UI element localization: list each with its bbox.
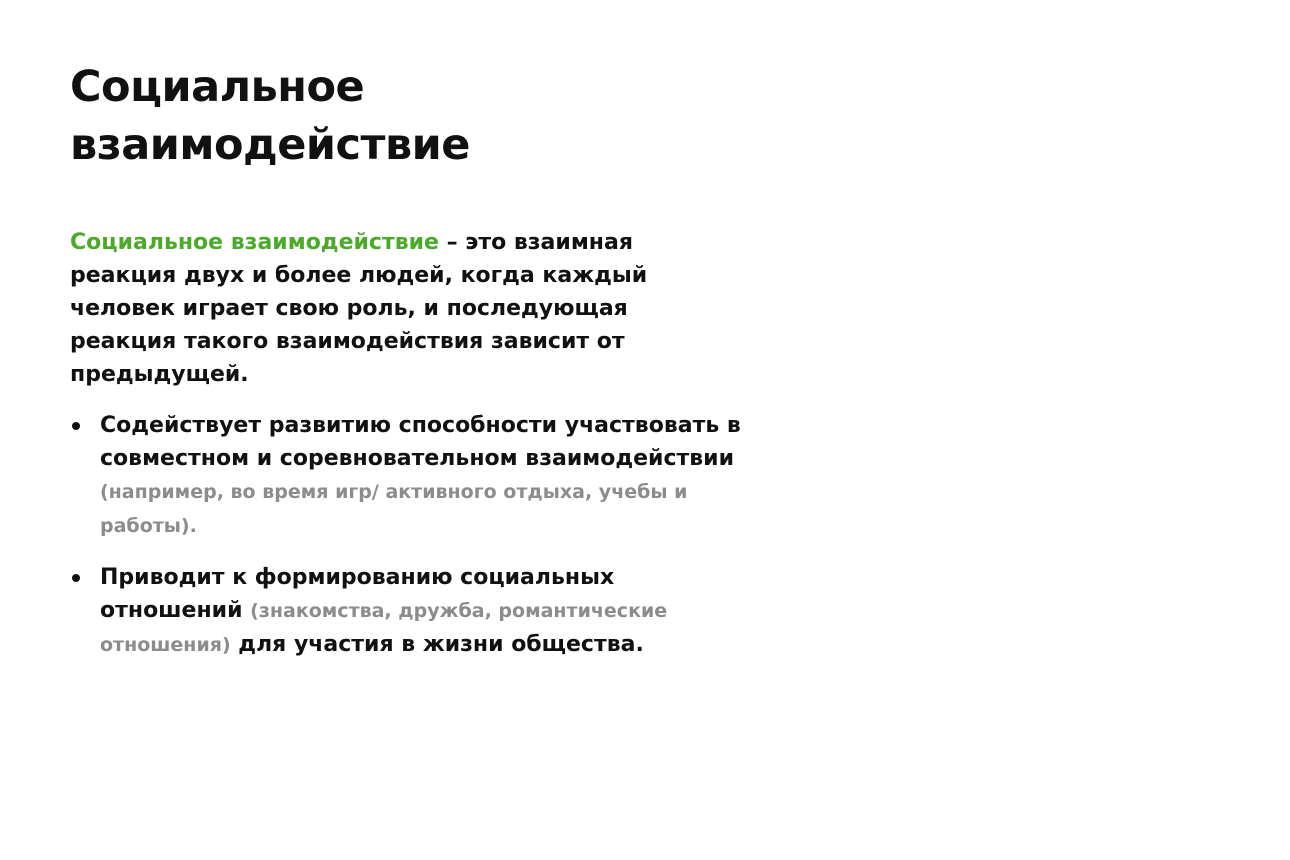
bullet-item-1 <box>70 409 750 543</box>
page-title <box>70 58 750 174</box>
bullet-2-tail: для участия в жизни общества. <box>230 632 644 657</box>
title-line-2: взаимодействие <box>70 120 470 170</box>
definition-paragraph <box>70 226 730 391</box>
slide-content <box>70 58 750 680</box>
bullet-1-note: (например, во время игр/ активного отдыха, учебы и работы). <box>100 481 688 537</box>
title-line-1: Социальное <box>70 62 365 112</box>
definition-term: Социальное взаимодействие <box>70 230 439 255</box>
bullet-dot-icon <box>72 574 80 582</box>
bullet-item-2 <box>70 561 750 662</box>
definition-text: – это взаимная реакция двух и более людей, когда каждый человек играет свою роль, и последующая реакция такого взаимодействия зависит от предыдущей. <box>70 230 648 387</box>
bullet-2-note: (знакомства, дружба, романтические отношения) <box>100 600 668 656</box>
bullet-1-main: Содействует развитию способности участвовать в совместном и соревновательном взаимодействии <box>100 413 741 471</box>
bullet-dot-icon <box>72 422 80 430</box>
bullet-list <box>70 409 750 662</box>
bullet-2-main: Приводит к формированию социальных отношений <box>100 565 615 623</box>
